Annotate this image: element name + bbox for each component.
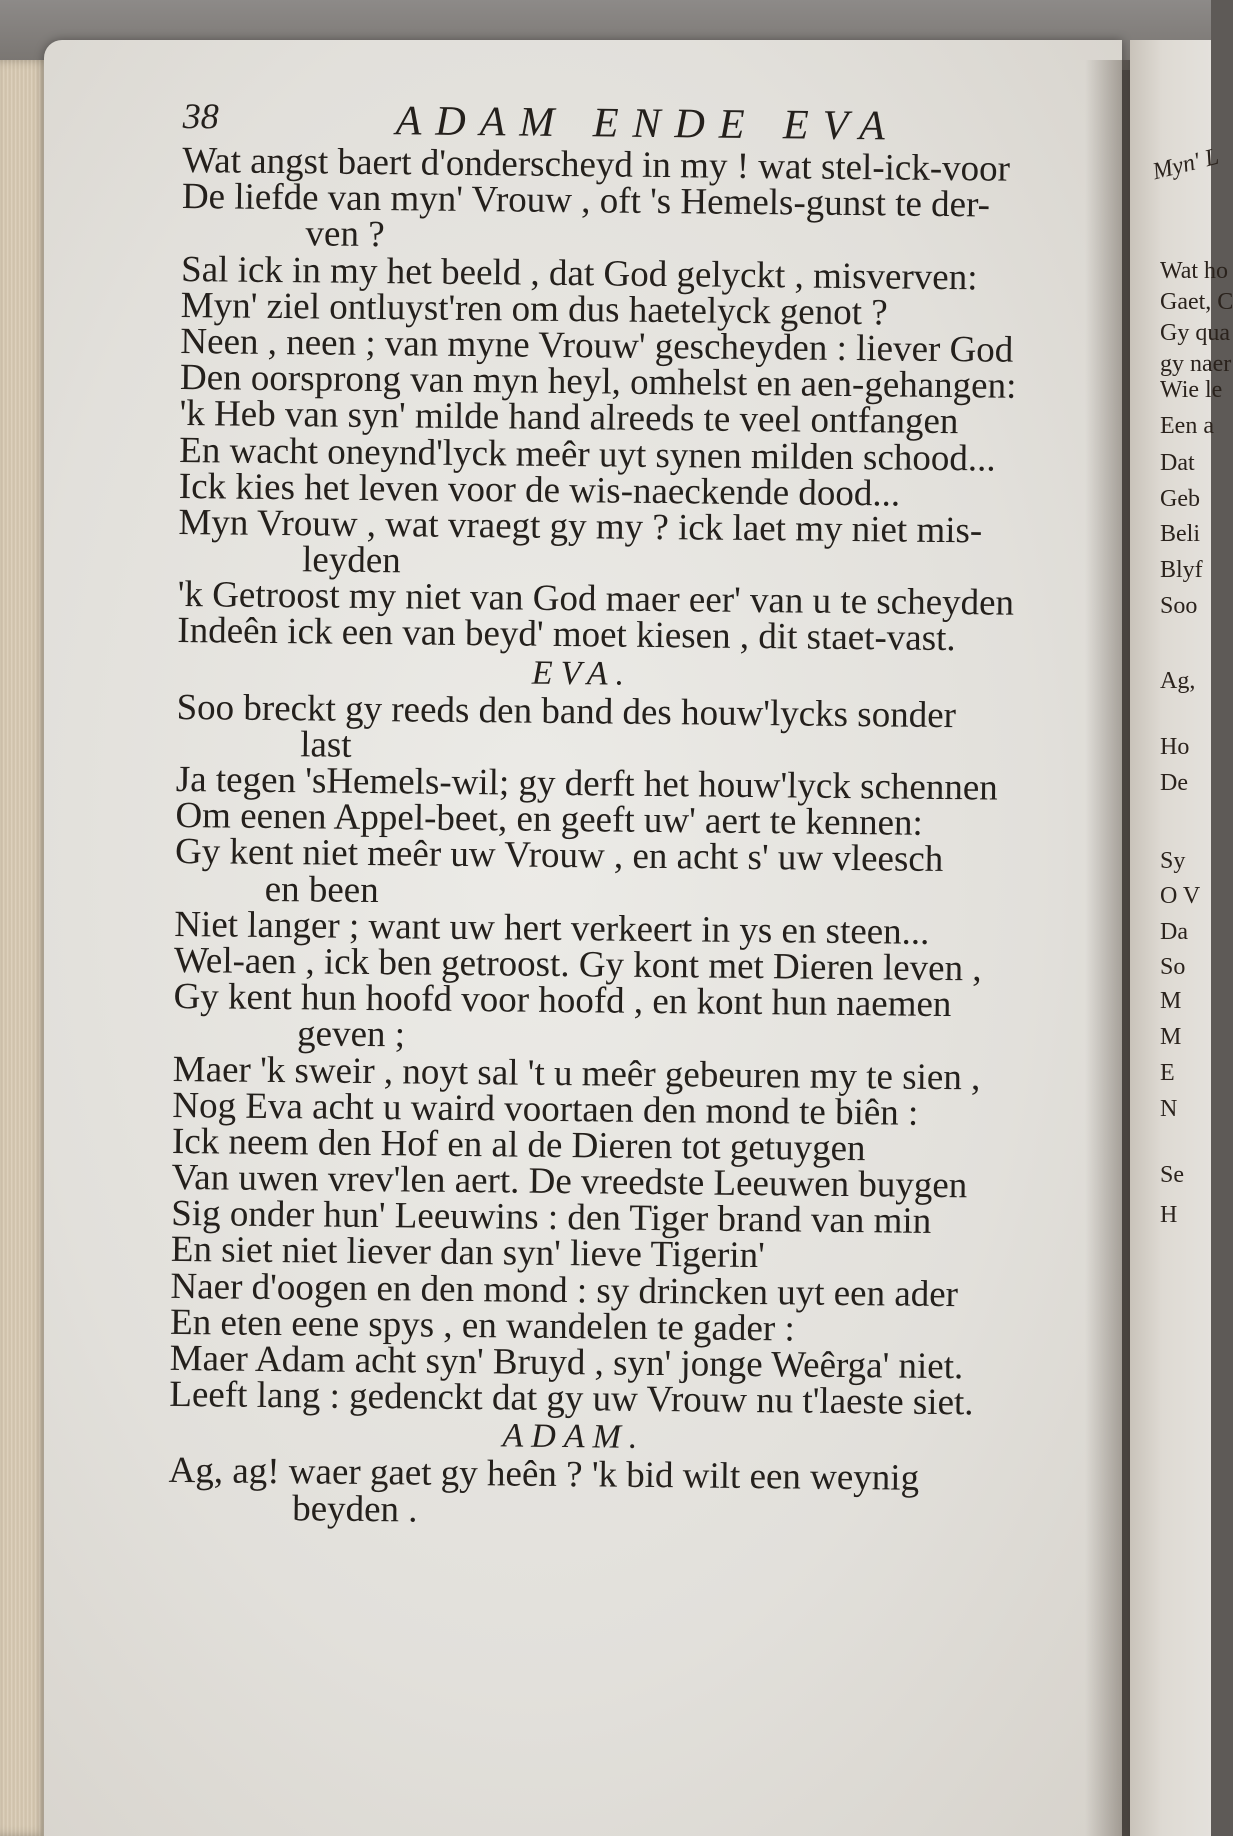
right-page-line: Ag, xyxy=(1160,668,1196,694)
right-page-line: N xyxy=(1160,1096,1178,1122)
right-page-line: Wat ho xyxy=(1160,258,1229,284)
verse-line: Van uwen vrev'len aert. De vreedste Leeuwen buygen xyxy=(171,1157,968,1207)
verse-line: Sal ick in my het beeld , dat God gelyckt , misverven: xyxy=(180,248,978,298)
page-number: 38 xyxy=(182,95,219,137)
verse-line: Myn Vrouw , wat vraegt gy my ? ick laet my niet mis- xyxy=(178,501,983,552)
verse-lines xyxy=(168,139,1102,1535)
verse-line: En siet niet liever dan syn' lieve Tigerin' xyxy=(170,1229,766,1277)
verse-line: Gy kent hun hoofd voor hoofd , en kont hun naemen xyxy=(173,976,952,1026)
right-page-header: Myn' L xyxy=(1150,143,1222,186)
right-page-line: Beli xyxy=(1160,521,1200,547)
page-text-block xyxy=(168,95,1103,1535)
verse-line: En eten eene spys , en wandelen te gader : xyxy=(169,1301,795,1350)
verse-line: beyden . xyxy=(291,1487,418,1531)
right-page-line: Gaet, C xyxy=(1160,289,1233,315)
verse-line: Nog Eva acht u waird voortaen den mond te biên : xyxy=(172,1084,919,1134)
speaker-name: EVA. xyxy=(531,654,633,693)
verse-line: Wel-aen , ick ben getroost. Gy kont met Dieren leven , xyxy=(173,939,982,990)
right-page-line: gy naer xyxy=(1160,351,1232,377)
verse-line: Niet langer ; want uw hert verkeert in ys en steen... xyxy=(174,903,930,953)
verse-line: geven ; xyxy=(296,1013,406,1056)
verse-line: Gy kent niet meêr uw Vrouw , en acht s' uw vleesch xyxy=(174,831,944,881)
verse-line: Om eenen Appel-beet, en geeft uw' aert te kennen: xyxy=(175,795,924,844)
right-page-line: Gy qua xyxy=(1160,320,1230,346)
right-page-line: Blyf xyxy=(1160,557,1203,583)
right-page xyxy=(1130,40,1233,1836)
verse-line: Ick neem den Hof en al de Dieren tot getuygen xyxy=(171,1120,866,1170)
right-page-line: H xyxy=(1160,1202,1178,1228)
verse-line: Ag, ag! waer gaet gy heên ? 'k bid wilt een weynig xyxy=(168,1450,920,1500)
verse-line: Soo breckt gy reeds den band des houw'lycks sonder xyxy=(176,686,957,736)
verse-line: Indeên ick een van beyd' moet kiesen , dit staet-vast. xyxy=(177,610,956,660)
verse-line: last xyxy=(299,724,352,766)
right-page-line: Se xyxy=(1160,1162,1184,1188)
verse-line: 'k Heb van syn' milde hand alreeds te veel ontfangen xyxy=(179,393,959,443)
verse-line: Maer 'k sweir , noyt sal 't u meêr gebeuren my te sien , xyxy=(172,1048,981,1098)
right-page-line: Wie le xyxy=(1160,377,1223,403)
right-page-line: M xyxy=(1160,988,1182,1014)
verse-line: Naer d'oogen en den mond : sy drincken uyt een ader xyxy=(170,1265,959,1315)
right-page-line: De xyxy=(1160,770,1188,796)
verse-line: Neen , neen ; van myne Vrouw' gescheyden : liever God xyxy=(180,320,1014,371)
verse-line: Leeft lang : gedenckt dat gy uw Vrouw nu t'laeste siet. xyxy=(169,1374,974,1424)
verse-line: Sig onder hun' Leeuwins : den Tiger brand van min xyxy=(171,1193,932,1243)
right-page-line: Geb xyxy=(1160,486,1200,512)
right-page-line: Sy xyxy=(1160,848,1186,874)
right-page-line: M xyxy=(1160,1024,1182,1050)
right-page-line: Een a xyxy=(1160,413,1214,439)
verse-line: en been xyxy=(264,868,379,911)
running-title: ADAM ENDE EVA xyxy=(395,98,900,150)
verse-line: 'k Getroost my niet van God maer eer' van u te scheyden xyxy=(177,574,1015,624)
verse-line: Myn' ziel ontluyst'ren om dus haetelyck genot ? xyxy=(180,284,888,334)
page-header xyxy=(182,95,1102,153)
right-page-line: O V xyxy=(1160,883,1201,909)
verse-line: ven ? xyxy=(305,213,385,256)
verse-line: Maer Adam acht syn' Bruyd , syn' jonge Weêrga' niet. xyxy=(169,1337,964,1388)
verse-line: leyden xyxy=(301,539,401,582)
verse-line: De liefde van myn' Vrouw , oft 's Hemels-gunst te der- xyxy=(181,176,991,226)
right-page-line: Soo xyxy=(1160,593,1198,619)
speaker-name: ADAM. xyxy=(502,1417,646,1457)
verse-line: Ja tegen 'sHemels-wil; gy derft het houw'lyck schennen xyxy=(175,758,998,809)
right-page-line: E xyxy=(1160,1060,1175,1086)
right-page-line: Dat xyxy=(1160,450,1195,476)
right-page-line: Da xyxy=(1160,919,1188,945)
right-page-line: So xyxy=(1160,954,1186,980)
verse-line: Ick kies het leven voor de wis-naeckende dood... xyxy=(178,465,901,515)
verse-line: Den oorsprong van myn heyl, omhelst en aen-gehangen: xyxy=(179,357,1017,407)
verse-line: Wat angst baert d'onderscheyd in my ! wat stel-ick-voor xyxy=(182,139,1011,190)
right-page-line: Ho xyxy=(1160,734,1190,760)
verse-line: En wacht oneynd'lyck meêr uyt synen milden schood... xyxy=(179,429,996,480)
